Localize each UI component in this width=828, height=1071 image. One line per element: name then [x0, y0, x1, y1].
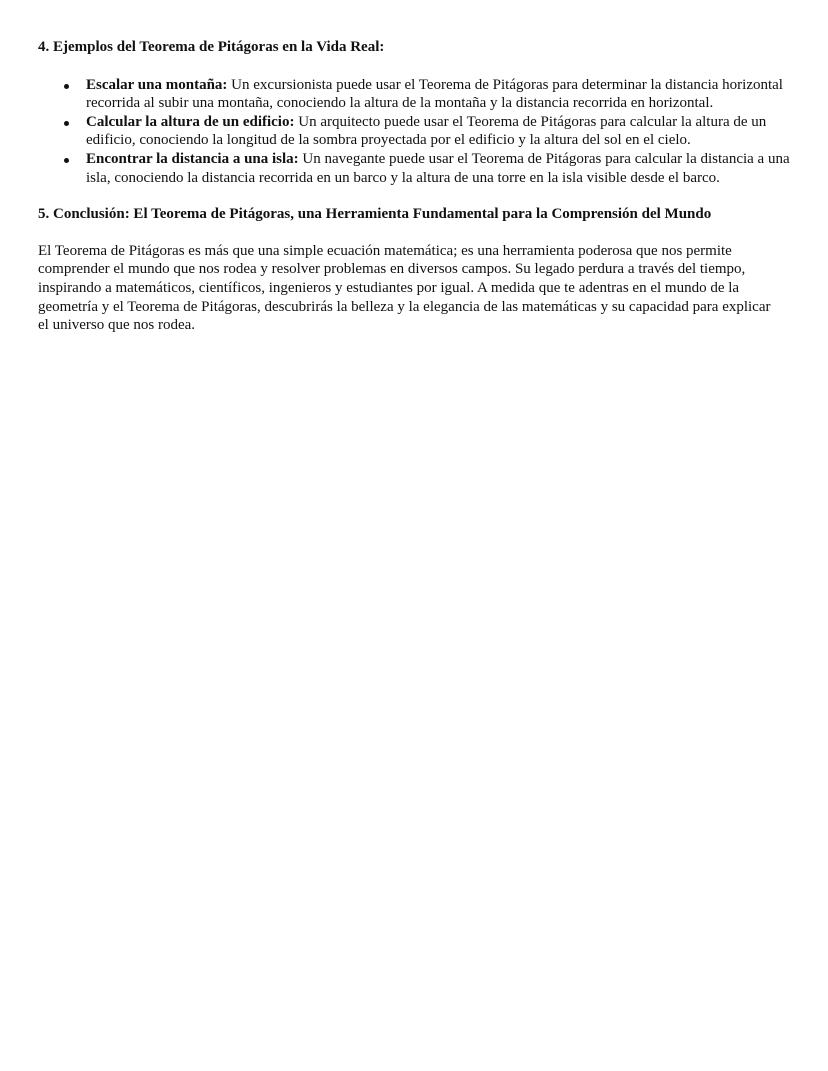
- list-item-text: Un navegante puede usar el Teorema de Pitágoras para calcular la distancia a una isla, conociendo la distancia recorrida en un barco y la altura de una torre en la isla visible desde el barco.: [86, 150, 790, 186]
- list-item: [86, 76, 790, 113]
- section-5-heading: 5. Conclusión: El Teorema de Pitágoras, una Herramienta Fundamental para la Comprensión del Mundo: [38, 206, 712, 223]
- list-item-text: Un arquitecto puede usar el Teorema de Pitágoras para calcular la altura de un edificio, conociendo la longitud de la sombra proyectada por el edificio y la altura del sol en el cielo.: [86, 113, 767, 149]
- list-item: [86, 150, 790, 187]
- document-page: [38, 38, 790, 335]
- list-item: [86, 113, 790, 150]
- examples-list: [38, 76, 790, 188]
- list-item-title: Calcular la altura de un edificio:: [86, 113, 295, 130]
- section-4-heading: 4. Ejemplos del Teorema de Pitágoras en la Vida Real:: [38, 39, 385, 55]
- conclusion-paragraph: El Teorema de Pitágoras es más que una simple ecuación matemática; es una herramienta poderosa que nos permite comprender el mundo que nos rodea y resolver problemas en diversos campos. Su legado perdura a través del tiempo, inspirando a matemáticos, científicos, ingenieros y estudiantes por igual. A medida que te adentras en el mundo de la geometría y el Teorema de Pitágoras, descubrirás la belleza y la elegancia de las matemáticas y su capacidad para explicar el universo que nos rodea.: [38, 242, 771, 334]
- list-item-text: Un excursionista puede usar el Teorema de Pitágoras para determinar la distancia horizontal recorrida al subir una montaña, conociendo la altura de la montaña y la distancia recorrida en horizontal.: [86, 76, 783, 112]
- list-item-title: Encontrar la distancia a una isla:: [86, 150, 299, 167]
- list-item-title: Escalar una montaña:: [86, 76, 228, 93]
